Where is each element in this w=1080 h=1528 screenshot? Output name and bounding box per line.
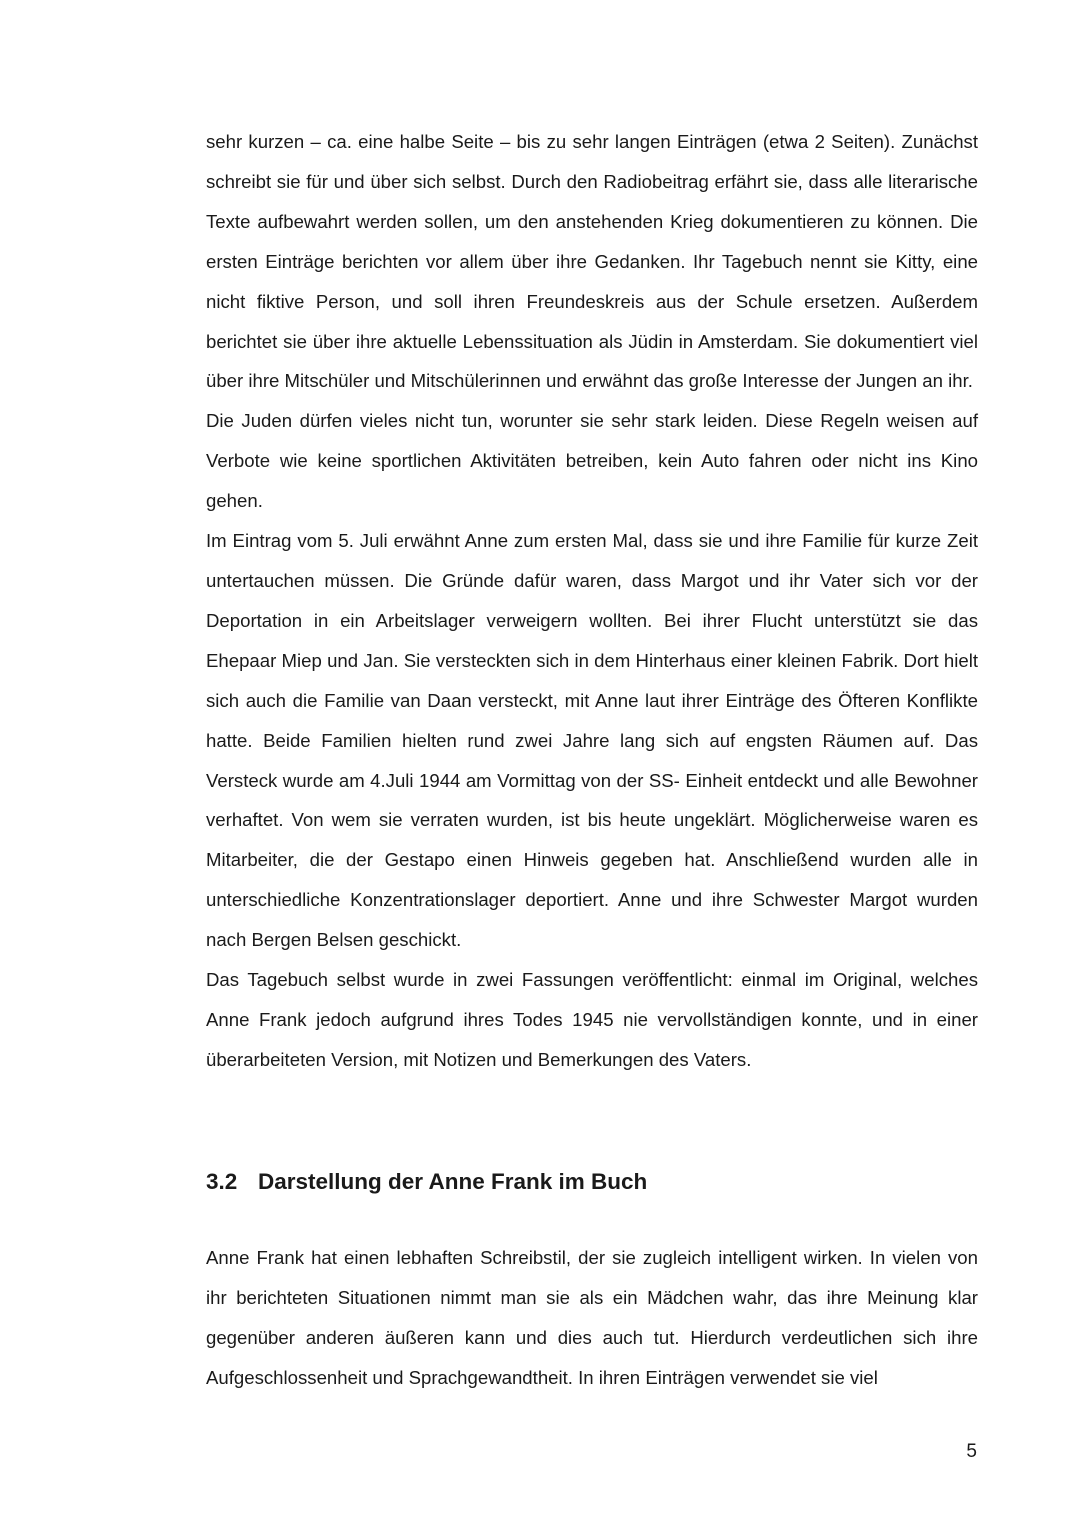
paragraph-restrictions: Die Juden dürfen vieles nicht tun, worunter sie sehr stark leiden. Diese Regeln weisen auf Verbote wie keine sportlichen Aktivitäten betreiben, kein Auto fahren oder nicht ins Kino gehen. xyxy=(206,410,978,512)
page-number: 5 xyxy=(966,1441,977,1462)
section-heading xyxy=(206,1162,647,1202)
paragraph-hiding: Im Eintrag vom 5. Juli erwähnt Anne zum ersten Mal, dass sie und ihre Familie für kurze Zeit untertauchen müssen. Die Gründe dafür waren, dass Margot und ihr Vater sich vor der Deportation in ein Arbeitslager verweigern wollten. Bei ihrer Flucht unterstützt sie das Ehepaar Miep und Jan. Sie versteckten sich in dem Hinterhaus einer kleinen Fabrik. Dort hielt sich auch die Familie van Daan versteckt, mit Anne laut ihrer Einträge des Öfteren Konflikte hatte. Beide Familien hielten rund zwei Jahre lang sich auf engsten Räumen auf. Das Versteck wurde am 4.Juli 1944 am Vormittag von der SS- Einheit entdeckt und alle Bewohner verhaftet. Von wem sie verraten wurden, ist bis heute ungeklärt. Möglicherweise waren es Mitarbeiter, die der Gestapo einen Hinweis gegeben hat. Anschließend wurden alle in unterschiedliche Konzentrationslager deportiert. Anne und ihre Schwester Margot wurden nach Bergen Belsen geschickt. xyxy=(206,530,978,951)
section-number: 3.2 xyxy=(206,1169,238,1194)
paragraph-writing-style: Anne Frank hat einen lebhaften Schreibstil, der sie zugleich intelligent wirken. In vielen von ihr berichteten Situationen nimmt man sie als ein Mädchen wahr, das ihre Meinung klar gegenüber anderen äußeren kann und dies auch tut. Hierdurch verdeutlichen sich ihre Aufgeschlossenheit und Sprachgewandtheit. In ihren Einträgen verwendet sie viel xyxy=(206,1247,978,1388)
paragraph-diary-entries: sehr kurzen – ca. eine halbe Seite – bis zu sehr langen Einträgen (etwa 2 Seiten). Zunächst schreibt sie für und über sich selbst. Durch den Radiobeitrag erfährt sie, dass alle literarische Texte aufbewahrt werden sollen, um den anstehenden Krieg dokumentieren zu können. Die ersten Einträge berichten vor allem über ihre Gedanken. Ihr Tagebuch nennt sie Kitty, eine nicht fiktive Person, und soll ihren Freundeskreis aus der Schule ersetzen. Außerdem berichtet sie über ihre aktuelle Lebenssituation als Jüdin in Amsterdam. Sie dokumentiert viel über ihre Mitschüler und Mitschülerinnen und erwähnt das große Interesse der Jungen an ihr. xyxy=(206,131,978,392)
body-text xyxy=(206,122,978,1080)
paragraph-publication: Das Tagebuch selbst wurde in zwei Fassungen veröffentlicht: einmal im Original, welches Anne Frank jedoch aufgrund ihres Todes 1945 nie vervollständigen konnte, und in einer überarbeiteten Version, mit Notizen und Bemerkungen des Vaters. xyxy=(206,969,978,1070)
section-title: Darstellung der Anne Frank im Buch xyxy=(258,1169,648,1194)
section-body-text xyxy=(206,1238,978,1398)
